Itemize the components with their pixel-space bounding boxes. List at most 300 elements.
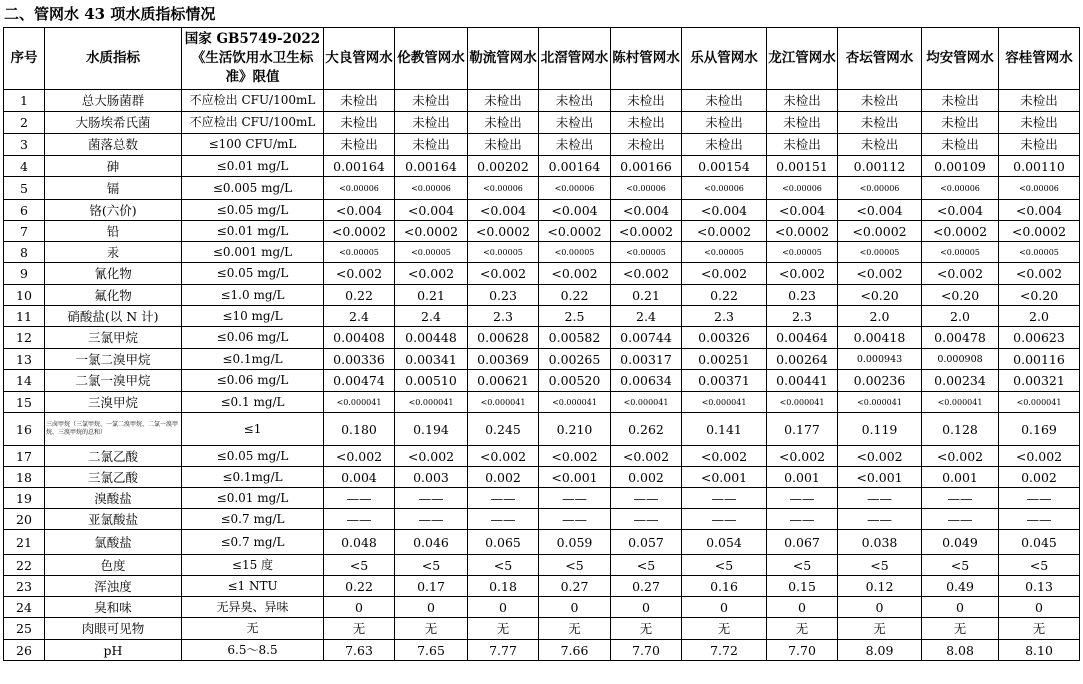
table-row: [4, 640, 1080, 661]
table-row: [4, 597, 1080, 618]
measured-value: 0.21: [611, 285, 682, 306]
measured-value: <0.004: [539, 200, 611, 221]
measured-value: ——: [767, 488, 838, 509]
measured-value: ——: [395, 488, 468, 509]
measured-value: 未检出: [922, 134, 999, 156]
measured-value: 0.23: [767, 285, 838, 306]
indicator-name: 三氯乙酸: [45, 467, 182, 488]
measured-value: <0.002: [324, 446, 395, 467]
measured-value: <0.002: [395, 263, 468, 285]
measured-value: 0.00336: [324, 349, 395, 370]
measured-value: 0: [999, 597, 1080, 618]
measured-value: 0.00202: [468, 156, 539, 177]
table-row: [4, 509, 1080, 530]
measured-value: 0: [838, 597, 922, 618]
measured-value: 0.23: [468, 285, 539, 306]
row-number: 9: [4, 263, 45, 285]
measured-value: <0.00005: [611, 242, 682, 263]
header-site: 容桂管网水: [999, 28, 1080, 90]
measured-value: <0.00006: [682, 177, 767, 200]
measured-value: <0.0002: [468, 221, 539, 242]
measured-value: <0.001: [539, 467, 611, 488]
indicator-name: 亚氯酸盐: [45, 509, 182, 530]
indicator-name: 氰化物: [45, 263, 182, 285]
table-row: [4, 413, 1080, 446]
measured-value: 0.00634: [611, 370, 682, 392]
measured-value: 0.00520: [539, 370, 611, 392]
row-number: 14: [4, 370, 45, 392]
indicator-name: 砷: [45, 156, 182, 177]
measured-value: <0.0002: [922, 221, 999, 242]
measured-value: 8.09: [838, 640, 922, 661]
measured-value: <5: [395, 555, 468, 576]
measured-value: 0.16: [682, 576, 767, 597]
measured-value: ——: [539, 488, 611, 509]
measured-value: 0.00478: [922, 327, 999, 349]
measured-value: 0.194: [395, 413, 468, 446]
measured-value: <0.0002: [838, 221, 922, 242]
measured-value: <0.002: [539, 446, 611, 467]
indicator-name: 三氯甲烷: [45, 327, 182, 349]
measured-value: 未检出: [999, 134, 1080, 156]
row-number: 3: [4, 134, 45, 156]
header-site: 勒流管网水: [468, 28, 539, 90]
measured-value: <0.00006: [611, 177, 682, 200]
measured-value: <0.004: [838, 200, 922, 221]
measured-value: <0.0002: [999, 221, 1080, 242]
measured-value: <0.000041: [539, 392, 611, 413]
indicator-name: 硝酸盐(以 N 计): [45, 306, 182, 327]
standard-limit: ≤0.06 mg/L: [182, 370, 324, 392]
row-number: 1: [4, 90, 45, 112]
measured-value: 未检出: [767, 134, 838, 156]
measured-value: <0.002: [324, 263, 395, 285]
header-site: 陈村管网水: [611, 28, 682, 90]
table-row: [4, 263, 1080, 285]
measured-value: 未检出: [611, 112, 682, 134]
measured-value: 未检出: [999, 90, 1080, 112]
measured-value: 0.00154: [682, 156, 767, 177]
measured-value: ——: [395, 509, 468, 530]
measured-value: ——: [324, 509, 395, 530]
measured-value: 0.00164: [539, 156, 611, 177]
measured-value: 0.002: [999, 467, 1080, 488]
measured-value: <0.000041: [324, 392, 395, 413]
measured-value: 0.057: [611, 530, 682, 555]
measured-value: <0.004: [395, 200, 468, 221]
header-indicator: 水质指标: [45, 28, 182, 90]
measured-value: 未检出: [767, 90, 838, 112]
measured-value: 2.3: [682, 306, 767, 327]
measured-value: 0.065: [468, 530, 539, 555]
row-number: 24: [4, 597, 45, 618]
measured-value: 0: [611, 597, 682, 618]
measured-value: 0.048: [324, 530, 395, 555]
measured-value: <0.002: [395, 446, 468, 467]
measured-value: <0.000041: [468, 392, 539, 413]
measured-value: 未检出: [838, 134, 922, 156]
table-row: [4, 576, 1080, 597]
measured-value: <5: [468, 555, 539, 576]
row-number: 21: [4, 530, 45, 555]
measured-value: ——: [767, 509, 838, 530]
standard-limit: ≤0.01 mg/L: [182, 488, 324, 509]
measured-value: <0.001: [682, 467, 767, 488]
standard-limit: ≤0.7 mg/L: [182, 509, 324, 530]
header-seq: 序号: [4, 28, 45, 90]
measured-value: 0.00116: [999, 349, 1080, 370]
row-number: 26: [4, 640, 45, 661]
measured-value: <0.002: [838, 263, 922, 285]
indicator-name: 大肠埃希氏菌: [45, 112, 182, 134]
indicator-name: 铅: [45, 221, 182, 242]
measured-value: 0.00164: [395, 156, 468, 177]
measured-value: 无: [611, 618, 682, 640]
measured-value: <0.004: [922, 200, 999, 221]
indicator-name: pH: [45, 640, 182, 661]
measured-value: <0.00005: [767, 242, 838, 263]
row-number: 12: [4, 327, 45, 349]
table-row: [4, 221, 1080, 242]
indicator-name: 臭和味: [45, 597, 182, 618]
standard-limit: 无: [182, 618, 324, 640]
row-number: 2: [4, 112, 45, 134]
indicator-name: 汞: [45, 242, 182, 263]
measured-value: <0.0002: [539, 221, 611, 242]
measured-value: 未检出: [999, 112, 1080, 134]
table-row: [4, 112, 1080, 134]
measured-value: ——: [838, 509, 922, 530]
measured-value: 0.00251: [682, 349, 767, 370]
indicator-name: 菌落总数: [45, 134, 182, 156]
measured-value: 未检出: [539, 112, 611, 134]
table-row: [4, 177, 1080, 200]
water-quality-table: [3, 27, 1080, 661]
measured-value: 7.70: [767, 640, 838, 661]
measured-value: <0.00005: [324, 242, 395, 263]
measured-value: 0.00234: [922, 370, 999, 392]
measured-value: 0.00744: [611, 327, 682, 349]
measured-value: 未检出: [324, 134, 395, 156]
measured-value: <0.002: [767, 263, 838, 285]
measured-value: 无: [682, 618, 767, 640]
standard-limit: ≤1.0 mg/L: [182, 285, 324, 306]
indicator-name: 浑浊度: [45, 576, 182, 597]
header-standard: 国家 GB5749-2022《生活饮用水卫生标准》限值: [182, 28, 324, 90]
measured-value: <0.00006: [767, 177, 838, 200]
measured-value: ——: [999, 488, 1080, 509]
measured-value: 2.0: [999, 306, 1080, 327]
table-row: [4, 392, 1080, 413]
indicator-name: 二氯乙酸: [45, 446, 182, 467]
standard-limit: 无异臭、异味: [182, 597, 324, 618]
measured-value: 未检出: [539, 134, 611, 156]
table-row: [4, 488, 1080, 509]
measured-value: <0.000041: [611, 392, 682, 413]
measured-value: 0.49: [922, 576, 999, 597]
measured-value: 0: [922, 597, 999, 618]
indicator-name: 三溴甲烷: [45, 392, 182, 413]
measured-value: 0.004: [324, 467, 395, 488]
measured-value: <0.00005: [838, 242, 922, 263]
indicator-name: 肉眼可见物: [45, 618, 182, 640]
measured-value: <0.0002: [611, 221, 682, 242]
measured-value: 2.4: [395, 306, 468, 327]
measured-value: 未检出: [838, 90, 922, 112]
measured-value: <0.00006: [395, 177, 468, 200]
header-row: [4, 28, 1080, 90]
row-number: 6: [4, 200, 45, 221]
measured-value: <0.0002: [395, 221, 468, 242]
measured-value: 7.70: [611, 640, 682, 661]
measured-value: 未检出: [611, 90, 682, 112]
row-number: 15: [4, 392, 45, 413]
measured-value: 0.00151: [767, 156, 838, 177]
measured-value: 7.72: [682, 640, 767, 661]
measured-value: ——: [682, 488, 767, 509]
measured-value: 7.66: [539, 640, 611, 661]
measured-value: <0.000041: [395, 392, 468, 413]
row-number: 8: [4, 242, 45, 263]
measured-value: <0.002: [999, 263, 1080, 285]
measured-value: 0.00164: [324, 156, 395, 177]
table-row: [4, 134, 1080, 156]
indicator-name: 氯酸盐: [45, 530, 182, 555]
measured-value: 未检出: [922, 112, 999, 134]
table-row: [4, 200, 1080, 221]
measured-value: 2.3: [468, 306, 539, 327]
row-number: 4: [4, 156, 45, 177]
row-number: 7: [4, 221, 45, 242]
measured-value: <0.00005: [539, 242, 611, 263]
measured-value: <5: [539, 555, 611, 576]
measured-value: 0.128: [922, 413, 999, 446]
measured-value: 0.002: [468, 467, 539, 488]
header-site: 北滘管网水: [539, 28, 611, 90]
measured-value: 0.00371: [682, 370, 767, 392]
standard-limit: ≤1: [182, 413, 324, 446]
standard-limit: ≤0.1mg/L: [182, 467, 324, 488]
measured-value: <5: [922, 555, 999, 576]
measured-value: 0.001: [922, 467, 999, 488]
measured-value: ——: [539, 509, 611, 530]
measured-value: 0.00326: [682, 327, 767, 349]
measured-value: <0.002: [468, 263, 539, 285]
row-number: 10: [4, 285, 45, 306]
standard-limit: ≤0.1 mg/L: [182, 392, 324, 413]
measured-value: <0.00006: [999, 177, 1080, 200]
measured-value: 0.00317: [611, 349, 682, 370]
table-row: [4, 467, 1080, 488]
standard-limit: ≤1 NTU: [182, 576, 324, 597]
measured-value: <0.004: [999, 200, 1080, 221]
indicator-name: 氟化物: [45, 285, 182, 306]
measured-value: <0.002: [611, 446, 682, 467]
measured-value: <0.002: [838, 446, 922, 467]
measured-value: <0.000041: [922, 392, 999, 413]
page-title: 二、管网水 43 项水质指标情况: [4, 5, 216, 23]
measured-value: 0.00621: [468, 370, 539, 392]
measured-value: <0.00006: [468, 177, 539, 200]
measured-value: <0.002: [682, 263, 767, 285]
measured-value: <0.20: [838, 285, 922, 306]
measured-value: <0.00006: [838, 177, 922, 200]
measured-value: 7.77: [468, 640, 539, 661]
row-number: 16: [4, 413, 45, 446]
measured-value: 0.00464: [767, 327, 838, 349]
measured-value: 8.10: [999, 640, 1080, 661]
measured-value: <0.002: [539, 263, 611, 285]
measured-value: 未检出: [767, 112, 838, 134]
header-site: 龙江管网水: [767, 28, 838, 90]
measured-value: 0.22: [324, 285, 395, 306]
row-number: 20: [4, 509, 45, 530]
measured-value: 2.0: [922, 306, 999, 327]
standard-limit: ≤0.05 mg/L: [182, 263, 324, 285]
measured-value: 0.049: [922, 530, 999, 555]
measured-value: 未检出: [395, 90, 468, 112]
standard-limit: ≤0.7 mg/L: [182, 530, 324, 555]
measured-value: 未检出: [324, 90, 395, 112]
standard-limit: ≤15 度: [182, 555, 324, 576]
measured-value: <0.0002: [324, 221, 395, 242]
row-number: 5: [4, 177, 45, 200]
measured-value: 0: [395, 597, 468, 618]
indicator-name: 镉: [45, 177, 182, 200]
measured-value: <0.002: [767, 446, 838, 467]
measured-value: 0.27: [611, 576, 682, 597]
measured-value: <0.00005: [999, 242, 1080, 263]
measured-value: 2.5: [539, 306, 611, 327]
standard-limit: 不应检出 CFU/100mL: [182, 90, 324, 112]
measured-value: 0.046: [395, 530, 468, 555]
measured-value: 无: [922, 618, 999, 640]
measured-value: 0: [468, 597, 539, 618]
measured-value: 无: [324, 618, 395, 640]
row-number: 18: [4, 467, 45, 488]
measured-value: <5: [838, 555, 922, 576]
measured-value: <5: [682, 555, 767, 576]
standard-limit: ≤0.01 mg/L: [182, 156, 324, 177]
measured-value: ——: [682, 509, 767, 530]
measured-value: <0.002: [682, 446, 767, 467]
measured-value: ——: [922, 488, 999, 509]
standard-limit: 不应检出 CFU/100mL: [182, 112, 324, 134]
measured-value: ——: [611, 509, 682, 530]
measured-value: 0.180: [324, 413, 395, 446]
measured-value: 0.003: [395, 467, 468, 488]
measured-value: 0.141: [682, 413, 767, 446]
measured-value: 2.4: [324, 306, 395, 327]
measured-value: 0.00369: [468, 349, 539, 370]
measured-value: 未检出: [682, 90, 767, 112]
measured-value: <0.004: [468, 200, 539, 221]
measured-value: <0.002: [922, 446, 999, 467]
measured-value: 未检出: [611, 134, 682, 156]
measured-value: 0.17: [395, 576, 468, 597]
measured-value: 2.4: [611, 306, 682, 327]
measured-value: <0.004: [324, 200, 395, 221]
measured-value: 2.0: [838, 306, 922, 327]
measured-value: 0.00474: [324, 370, 395, 392]
measured-value: 未检出: [922, 90, 999, 112]
measured-value: 0.00623: [999, 327, 1080, 349]
measured-value: 0.000943: [838, 349, 922, 370]
measured-value: <0.000041: [838, 392, 922, 413]
measured-value: <0.00006: [539, 177, 611, 200]
standard-limit: ≤0.06 mg/L: [182, 327, 324, 349]
table-row: [4, 242, 1080, 263]
measured-value: 2.3: [767, 306, 838, 327]
measured-value: 0.00418: [838, 327, 922, 349]
measured-value: 0.00341: [395, 349, 468, 370]
measured-value: ——: [611, 488, 682, 509]
indicator-name: 三卤甲烷（三氯甲烷、一氯二溴甲烷、二氯一溴甲烷、三溴甲烷的总和）: [45, 413, 182, 446]
measured-value: 未检出: [539, 90, 611, 112]
standard-limit: ≤0.005 mg/L: [182, 177, 324, 200]
measured-value: 0.245: [468, 413, 539, 446]
measured-value: 无: [838, 618, 922, 640]
header-site: 杏坛管网水: [838, 28, 922, 90]
standard-limit: ≤100 CFU/mL: [182, 134, 324, 156]
measured-value: 无: [999, 618, 1080, 640]
header-site: 均安管网水: [922, 28, 999, 90]
measured-value: <0.00006: [324, 177, 395, 200]
header-site: 乐从管网水: [682, 28, 767, 90]
measured-value: 7.63: [324, 640, 395, 661]
table-row: [4, 446, 1080, 467]
row-number: 25: [4, 618, 45, 640]
measured-value: 0.00112: [838, 156, 922, 177]
measured-value: 0: [767, 597, 838, 618]
measured-value: 0.15: [767, 576, 838, 597]
measured-value: <0.00005: [395, 242, 468, 263]
measured-value: 0.001: [767, 467, 838, 488]
measured-value: 0.00448: [395, 327, 468, 349]
row-number: 13: [4, 349, 45, 370]
row-number: 11: [4, 306, 45, 327]
table-row: [4, 370, 1080, 392]
measured-value: 未检出: [468, 90, 539, 112]
measured-value: <0.00005: [468, 242, 539, 263]
measured-value: <0.000041: [999, 392, 1080, 413]
measured-value: 0.00510: [395, 370, 468, 392]
measured-value: 0.00110: [999, 156, 1080, 177]
measured-value: <0.000041: [682, 392, 767, 413]
measured-value: <0.002: [468, 446, 539, 467]
table-row: [4, 530, 1080, 555]
measured-value: <0.00005: [922, 242, 999, 263]
header-site: 大良管网水: [324, 28, 395, 90]
measured-value: 0.13: [999, 576, 1080, 597]
measured-value: 未检出: [682, 112, 767, 134]
measured-value: <0.002: [922, 263, 999, 285]
standard-limit: ≤0.05 mg/L: [182, 446, 324, 467]
table-row: [4, 285, 1080, 306]
measured-value: <5: [999, 555, 1080, 576]
standard-limit: 6.5～8.5: [182, 640, 324, 661]
measured-value: 未检出: [395, 134, 468, 156]
row-number: 23: [4, 576, 45, 597]
measured-value: 0.18: [468, 576, 539, 597]
measured-value: 0.22: [682, 285, 767, 306]
indicator-name: 一氯二溴甲烷: [45, 349, 182, 370]
measured-value: 0.059: [539, 530, 611, 555]
measured-value: <0.20: [999, 285, 1080, 306]
standard-limit: ≤0.1mg/L: [182, 349, 324, 370]
measured-value: 0.27: [539, 576, 611, 597]
measured-value: 0: [324, 597, 395, 618]
